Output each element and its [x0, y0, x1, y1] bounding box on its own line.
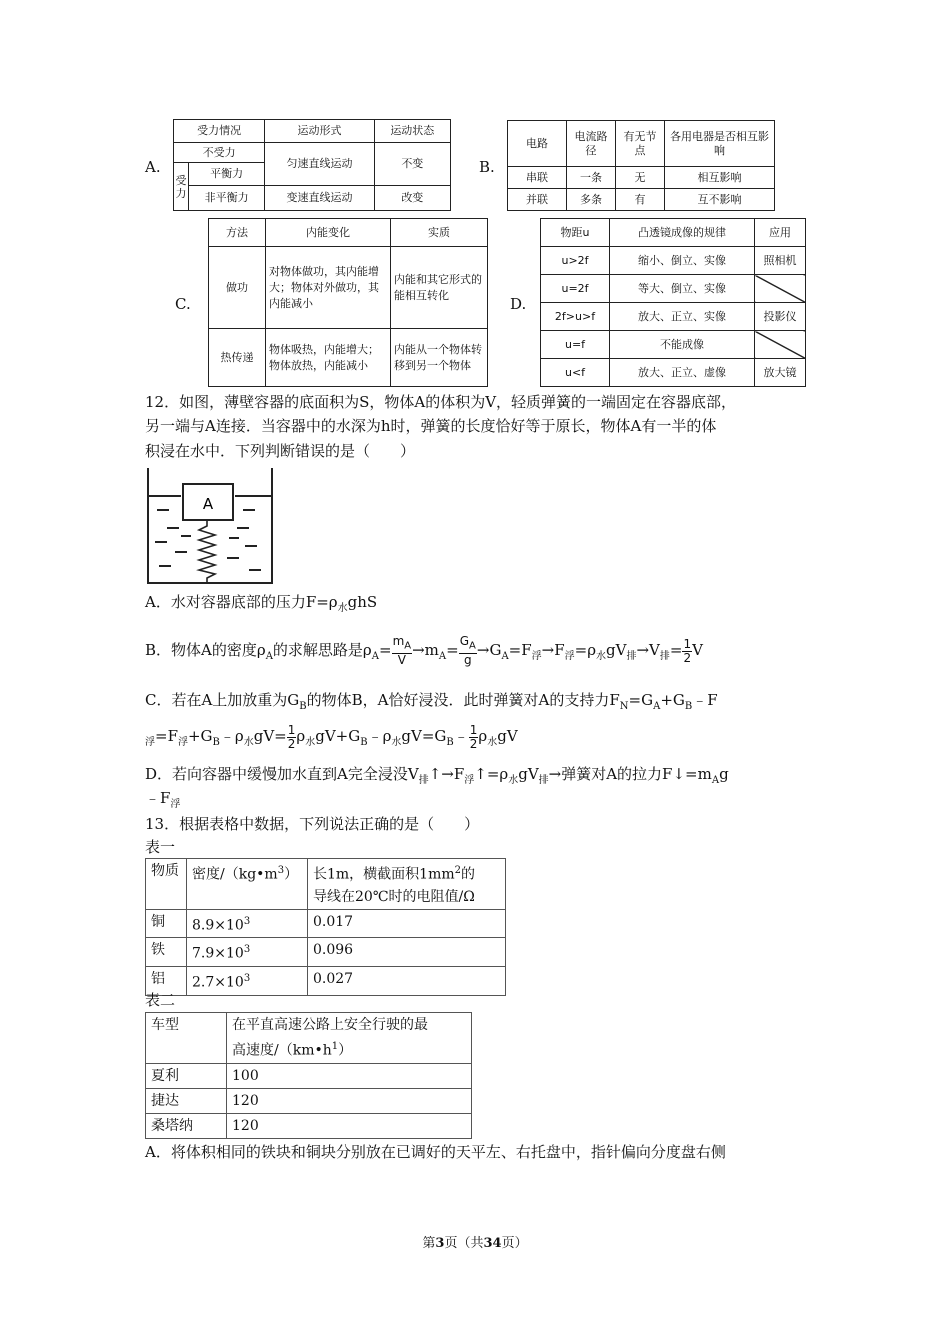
subscript: 排: [418, 775, 429, 786]
table-cell: 120: [227, 1113, 472, 1138]
q12-stem-line3: 积浸在水中．下列判断错误的是（ ）: [145, 442, 416, 460]
text: =F: [155, 727, 178, 745]
fraction: [469, 724, 479, 751]
q12-option-c-line1: [145, 690, 718, 717]
superscript: 1: [331, 1041, 339, 1052]
numerator: m: [392, 634, 405, 649]
subscript: 浮: [177, 737, 188, 748]
text: →G: [476, 641, 502, 659]
text: gV+G: [315, 727, 361, 745]
table-cell: 串联: [508, 167, 567, 189]
table-cell: u>2f: [541, 247, 610, 275]
text: 长1m，横截面积1mm: [313, 866, 455, 883]
subscript: 浮: [564, 651, 575, 662]
table-row: [146, 1063, 472, 1088]
table1-title: 表一: [145, 838, 176, 856]
subscript: 排: [659, 651, 670, 662]
numerator: 1: [469, 722, 478, 737]
fraction: [459, 635, 477, 666]
q12-option-a: [145, 592, 377, 619]
table-cell: 电路: [508, 121, 567, 167]
subscript: B: [212, 737, 220, 748]
subscript: A: [711, 775, 720, 786]
subscript: 水: [487, 737, 498, 748]
table-cell: 投影仪: [755, 303, 806, 331]
subscript: A: [371, 651, 379, 662]
table-cell: u=2f: [541, 275, 610, 303]
subscript: A: [469, 640, 476, 652]
text: →F: [541, 641, 565, 659]
superscript: 3: [277, 865, 285, 876]
subscript: 浮: [170, 799, 181, 810]
table-cell: u=f: [541, 331, 610, 359]
text: ↑=ρ: [474, 765, 509, 783]
table-cell: 物体吸热，内能增大；物体放热，内能减小: [266, 329, 391, 387]
text: V: [692, 641, 703, 659]
table-cell: 各用电器是否相互影响: [665, 121, 775, 167]
table-cell: 非平衡力: [189, 186, 265, 211]
subscript: 水: [243, 737, 254, 748]
table-row: [146, 1088, 472, 1113]
text: 的物体B，A恰好浸没．此时弹簧对A的支持力F: [306, 691, 620, 709]
table-cell: 实质: [391, 219, 488, 247]
table-cell: 电流路径: [567, 121, 616, 167]
block-a-label: A: [202, 495, 214, 513]
text: +G: [187, 727, 213, 745]
table-cell: 放大、正立、虚像: [610, 359, 755, 387]
text: 页（共: [444, 1236, 484, 1251]
subscript: 浮: [145, 737, 155, 748]
subscript: B: [684, 701, 693, 712]
page-footer: [0, 1232, 950, 1251]
q12-stem-line1: 12．如图，薄壁容器的底面积为S，物体A的体积为V，轻质弹簧的一端固定在容器底部，: [145, 393, 737, 411]
table-one: [145, 858, 506, 996]
table-a: [173, 119, 451, 211]
table-cell: 100: [227, 1063, 472, 1088]
text: g: [719, 765, 729, 783]
table-cell: 不能成像: [610, 331, 755, 359]
subscript: B: [360, 737, 368, 748]
fraction: [682, 638, 692, 665]
text: =G: [628, 691, 654, 709]
table-cell: 多条: [567, 189, 616, 211]
text: ﹣ρ: [367, 727, 392, 745]
table-header-cell: [187, 859, 308, 910]
denominator: 2: [469, 736, 478, 751]
table-cell: 120: [227, 1088, 472, 1113]
option-c-label: C.: [175, 295, 191, 313]
text: gV=: [253, 727, 287, 745]
subscript: A: [404, 640, 412, 652]
table-cell: 有: [616, 189, 665, 211]
numerator: 1: [683, 636, 692, 651]
table-cell: 铁: [146, 938, 187, 967]
q12-option-c-line2: [145, 716, 518, 763]
numerator: G: [459, 634, 470, 649]
text: 页）: [501, 1236, 528, 1251]
table-row: [146, 1113, 472, 1138]
table-cell: 照相机: [755, 247, 806, 275]
text: ﹣ρ: [219, 727, 244, 745]
table-cell: 放大镜: [755, 359, 806, 387]
numerator: 1: [287, 722, 296, 737]
text: D．若向容器中缓慢加水直到A完全浸没V: [145, 765, 419, 783]
table-cell: 内能变化: [266, 219, 391, 247]
option-a-label: A.: [145, 158, 161, 176]
option-b-label: B.: [479, 158, 495, 176]
text: ρ: [296, 727, 306, 745]
text: ﹣F: [692, 691, 718, 709]
superscript: 3: [243, 972, 251, 984]
text: =: [669, 641, 683, 659]
subscript: 水: [508, 775, 519, 786]
table-cell: 桑塔纳: [146, 1113, 227, 1138]
table-cell: 夏利: [146, 1063, 227, 1088]
q12-option-d-line1: [145, 764, 729, 791]
table-header-cell: [227, 1013, 472, 1064]
denominator: g: [463, 652, 472, 667]
subscript: A: [438, 651, 447, 662]
text: gV=G: [401, 727, 447, 745]
table-cell: 互不影响: [665, 189, 775, 211]
table-cell: 运动形式: [265, 120, 374, 143]
q13-option-a: A．将体积相同的铁块和铜块分别放在已调好的天平左、右托盘中，指针偏向分度盘右侧: [145, 1143, 726, 1161]
text: gV: [518, 765, 539, 783]
table-cell: 无: [616, 167, 665, 189]
table-cell: 热传递: [209, 329, 266, 387]
text: 8.9×10: [192, 917, 244, 934]
table-b: [507, 120, 775, 211]
table-cell: 应用: [755, 219, 806, 247]
table-cell: 铝: [146, 966, 187, 995]
subscript: 水: [391, 737, 402, 748]
table-cell: 放大、正立、实像: [610, 303, 755, 331]
text: 密度/（kg•m: [192, 866, 278, 883]
subscript: 水: [596, 651, 607, 662]
table-header-cell: 车型: [146, 1013, 227, 1064]
table-row: [146, 966, 506, 995]
q12-option-b: [145, 628, 703, 679]
table-d: [540, 218, 806, 387]
table-cell: 匀速直线运动: [265, 142, 374, 185]
table-cell-diagonal: [755, 331, 806, 359]
text: ）: [284, 866, 299, 883]
text: =: [446, 641, 459, 659]
text: gV: [606, 641, 627, 659]
table-cell: [187, 909, 308, 938]
subscript: 排: [538, 775, 549, 786]
subscript: 水: [305, 737, 316, 748]
table-cell: 相互影响: [665, 167, 775, 189]
denominator: 2: [287, 736, 296, 751]
table-cell: 受力: [174, 163, 189, 211]
superscript: 3: [243, 915, 251, 927]
table-cell: 铜: [146, 909, 187, 938]
text: ρ: [478, 727, 488, 745]
container-figure: [145, 466, 275, 586]
table-cell: u<f: [541, 359, 610, 387]
spring: [199, 520, 215, 583]
subscript: A: [265, 651, 273, 662]
table-cell: [187, 966, 308, 995]
table-cell: 变速直线运动: [265, 186, 374, 211]
table-header-cell: 物质: [146, 859, 187, 910]
table-cell: 等大、倒立、实像: [610, 275, 755, 303]
fraction: [287, 724, 297, 751]
text: ）: [338, 1042, 353, 1059]
option-d-label: D.: [510, 295, 527, 313]
subscript: 浮: [464, 775, 475, 786]
text: ↑→F: [428, 765, 465, 783]
text: 的求解思路是ρ: [272, 641, 372, 659]
table-cell-diagonal: [755, 275, 806, 303]
table-cell: 对物体做功，其内能增大；物体对外做功，其内能减小: [266, 247, 391, 329]
text: 2.7×10: [192, 974, 244, 991]
table-cell: 内能和其它形式的能相互转化: [391, 247, 488, 329]
table-cell: 一条: [567, 167, 616, 189]
table-cell: 0.096: [308, 938, 506, 967]
text: =ρ: [574, 641, 597, 659]
table-cell: 改变: [374, 186, 450, 211]
text: B．物体A的密度ρ: [145, 641, 266, 659]
text: 第: [422, 1236, 436, 1251]
q13-stem: 13．根据表格中数据，下列说法正确的是（ ）: [145, 815, 480, 833]
denominator: V: [397, 652, 406, 667]
text: ﹣F: [145, 789, 171, 807]
text: →m: [412, 641, 439, 659]
text: ﹣: [453, 727, 469, 745]
table-cell: 并联: [508, 189, 567, 211]
table-cell: 凸透镜成像的规律: [610, 219, 755, 247]
q12-option-d-line2: [145, 788, 180, 815]
subscript: A: [501, 651, 509, 662]
table-cell: 做功: [209, 247, 266, 329]
table-cell: 方法: [209, 219, 266, 247]
q12-stem-line2: 另一端与A连接．当容器中的水深为h时，弹簧的长度恰好等于原长，物体A有一半的体: [145, 417, 717, 435]
text: 高速度/（km•h: [232, 1042, 332, 1059]
text: →弹簧对A的拉力F↓=m: [548, 765, 712, 783]
text: =F: [508, 641, 532, 659]
table-header-cell: [308, 859, 506, 910]
text: A．水对容器底部的压力F=ρ: [145, 593, 338, 611]
subscript: N: [619, 701, 629, 712]
subscript: 浮: [531, 651, 542, 662]
text: 导线在20℃时的电阻值/Ω: [313, 888, 475, 905]
text: gV: [497, 727, 518, 745]
table-cell: [187, 938, 308, 967]
table-cell: 不受力: [174, 142, 265, 163]
table-c: [208, 218, 488, 387]
table-cell: 内能从一个物体转移到另一个物体: [391, 329, 488, 387]
table-row: [146, 938, 506, 967]
page-total: 34: [483, 1236, 502, 1251]
denominator: 2: [683, 650, 692, 665]
superscript: 2: [454, 865, 462, 876]
text: 在平直高速公路上安全行驶的最: [232, 1017, 428, 1033]
table-cell: 有无节点: [616, 121, 665, 167]
subscript: A: [653, 701, 661, 712]
text: C．若在A上加放重为G: [145, 691, 300, 709]
text: →V: [636, 641, 660, 659]
table-row: [146, 909, 506, 938]
table-cell: 2f>u>f: [541, 303, 610, 331]
subscript: 排: [626, 651, 637, 662]
table-cell: 不变: [374, 142, 450, 185]
table2-title: 表二: [145, 991, 176, 1009]
table-cell: 平衡力: [189, 163, 265, 186]
table-cell: 运动状态: [374, 120, 450, 143]
subscript: B: [299, 701, 307, 712]
text: 的: [461, 866, 476, 883]
table-cell: 受力情况: [174, 120, 265, 143]
text: 7.9×10: [192, 945, 244, 962]
table-cell: 捷达: [146, 1088, 227, 1113]
text: +G: [660, 691, 685, 709]
text: =: [378, 641, 392, 659]
superscript: 3: [243, 944, 251, 956]
fraction: [392, 635, 413, 666]
table-cell: 缩小、倒立、实像: [610, 247, 755, 275]
text: ghS: [347, 593, 378, 611]
page-number: 3: [435, 1236, 445, 1251]
table-cell: 物距u: [541, 219, 610, 247]
table-two: [145, 1012, 472, 1139]
subscript: B: [446, 737, 454, 748]
table-cell: 0.017: [308, 909, 506, 938]
subscript: 水: [337, 603, 348, 614]
table-cell: 0.027: [308, 966, 506, 995]
